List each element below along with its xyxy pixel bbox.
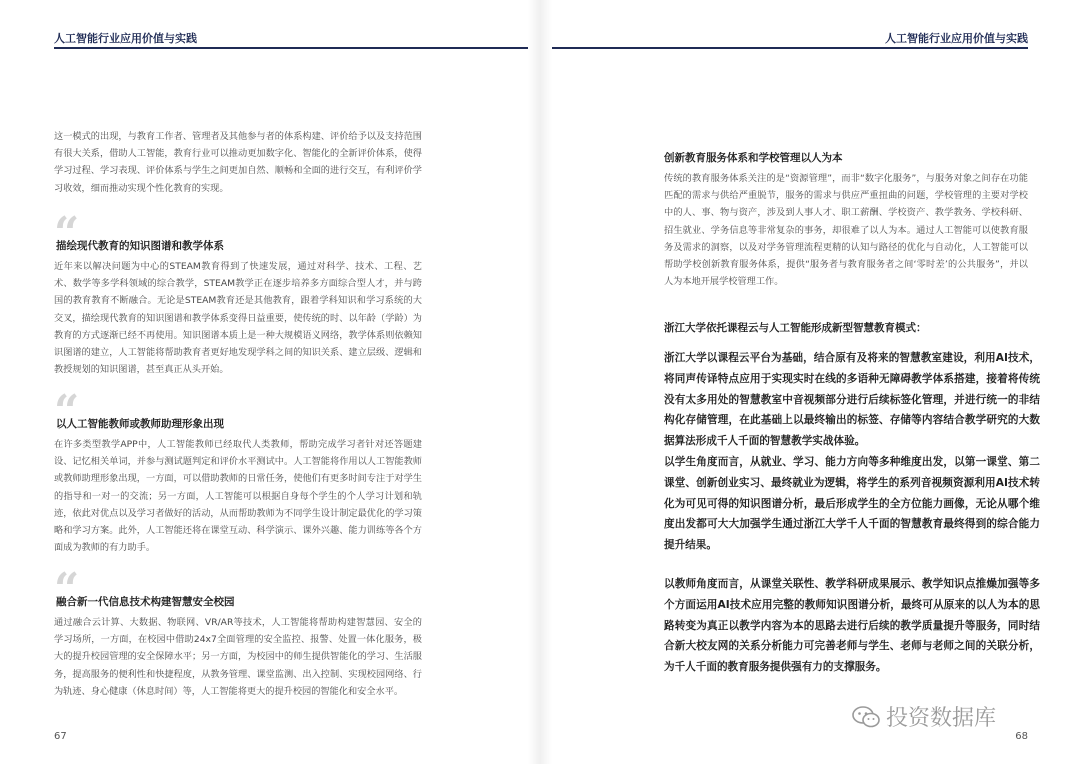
page-number-left: 67	[54, 731, 67, 742]
quote-mark-icon: “	[54, 564, 80, 615]
section-title: 描绘现代教育的知识图谱和教学体系	[56, 240, 224, 252]
section-title: 融合新一代信息技术构建智慧安全校园	[56, 596, 235, 608]
case-paragraph-platform: 浙江大学以课程云平台为基础，结合原有及将来的智慧教室建设，利用AI技术，将同声传译特点应用于实现实时在线的多语种无障碍教学体系搭建，接着将传统没有太多用处的智慧教室中音视频部分进行后续标签化管理，并进行统一的非结构化存储管理，在此基础上以最终输出的标签、存储等内容结合教学研究的大数据算法形成千人千面的智慧教学实战体验。	[664, 352, 1040, 448]
header-rule-right	[552, 47, 1028, 49]
section-body-service-system: 传统的教育服务体系关注的是“资源管理”，而非“数字化服务”，与服务对象之间存在功能匹配的需求与供给严重脱节，服务的需求与供应严重扭曲的问题，学校管理的主要对学校中的人、事、物与资产，涉及到人事人才、职工薪酬、学校资产、教学教务、学校科研、招生就业、学务信息等非常复杂的事务，却很难了以人为本。通过人工智能可以使教育服务及需求的洞察，以及对学务管理流程更精的认知与路径的优化与自动化，人工智能可以帮助学校创新教育服务体系，提供“服务者与教育服务者之间‘零时差’的公共服务”，并以人为本地开展学校管理工作。	[664, 173, 1028, 288]
section-head-smart-campus	[54, 564, 434, 616]
page-number-right: 68	[1015, 731, 1028, 742]
watermark-text: 投资数据库	[886, 706, 997, 731]
section-body: 通过融合云计算、大数据、物联网、VR/AR等技术，人工智能将帮助构建智慧园、安全的学习场所，一方面，在校园中借助24x7全面管理的安全监控、报警、处置一体化服务，极大的提升校园管理的安全保障水平；另一方面，为校园中的师生提供智能化的学习、生活服务，提高服务的便利性和快捷程度，从教务管理、课堂监测、出入控制、实现校园网络、行为轨迹、身心健康（休息时间）等，人工智能将更大的提升校园的智能化和安全水平。	[54, 617, 422, 697]
right-page	[540, 0, 1080, 764]
running-title-right: 人工智能行业应用价值与实践	[885, 32, 1028, 45]
running-title-left: 人工智能行业应用价值与实践	[54, 32, 197, 45]
section-title-service-system: 创新教育服务体系和学校管理以人为本	[664, 152, 843, 164]
quote-mark-icon: “	[54, 386, 80, 437]
section-body: 在许多类型教学APP中，人工智能教师已经取代人类教师，帮助完成学习者针对还答题建设、记忆相关单词，并参与测试题判定和评价水平测试中。人工智能将作用以人工智能教师或教师助理形象出现，一方面，可以借助教师的日常任务，使他们有更多时间专注于对学生的指导和一对一的交流；另一方面，人工智能可以根据自身每个学生的个人学习计划和轨迹，依此对优点以及学习者做好的活动，从而帮助教师为不同学生设计制定最优化的学习策略和学习方案。此外，人工智能还将在课堂互动、科学演示、课外兴趣、能力训练等各个方面成为教师的有力助手。	[54, 439, 422, 554]
section-head-ai-teacher	[54, 386, 434, 438]
header-rule-left	[54, 47, 528, 49]
section-body: 近年来以解决问题为中心的STEAM教育得到了快速发展，通过对科学、技术、工程、艺术、数学等多学科领域的综合教学，STEAM教学正在逐步培养多方面综合型人才，并与跨国的教育教育不断融合。无论是STEAM教育还是其他教育，跟着学科知识和学习系统的大交叉，描绘现代教育的知识图谱和教学体系变得日益重要，使传统的时、以年龄（学龄）为教育的方式逐渐已经不再使用。知识图谱本质上是一种大规模语义网络，教学体系则依赖知识图谱的建立，人工智能将帮助教育者更好地发现学科之间的知识关系、建立层级、逻辑和教授规划的知识图谱，甚至真正从头开始。	[54, 261, 422, 376]
intro-paragraph: 这一模式的出现，与教育工作者、管理者及其他参与者的体系构建、评价给予以及支持范围有很大关系，借助人工智能，教育行业可以推动更加数字化、智能化的全新评价体系，使得学习过程、学习表现、评价体系与学生之间更加自然、顺畅和全面的进行交互，有利评价学习收效，细而推动实现个性化教育的实现。	[54, 131, 422, 194]
case-title: 浙江大学依托课程云与人工智能形成新型智慧教育模式：	[664, 322, 927, 334]
watermark	[852, 701, 996, 732]
quote-mark-icon: “	[54, 208, 80, 259]
case-paragraph-student: 以学生角度而言，从就业、学习、能力方向等多种维度出发，以第一课堂、第二课堂、创新创业实习、最终就业为逻辑，将学生的系列音视频资源利用AI技术转化为可见可得的知识图谱分析，最后形成学生的全方位能力画像，无论从哪个维度出发都可大大加强学生通过浙江大学千人千面的智慧教育最终得到的综合能力提升结果。	[664, 456, 1040, 552]
section-head-knowledge-graph	[54, 208, 434, 260]
wechat-icon	[852, 706, 880, 728]
case-paragraph-teacher: 以教师角度而言，从课堂关联性、教学科研成果展示、教学知识点推燥加强等多个方面运用AI技术应用完整的教师知识图谱分析，最终可从原来的以人为本的思路转变为真正以教学内容为本的思路去进行后续的教学质量提升等服务，同时结合新大校友网的关系分析能力可完善老师与学生、老师与老师之间的关联分析，为千人千面的教育服务提供强有力的支撑服务。	[664, 578, 1040, 674]
section-title: 以人工智能教师或教师助理形象出现	[56, 418, 224, 430]
